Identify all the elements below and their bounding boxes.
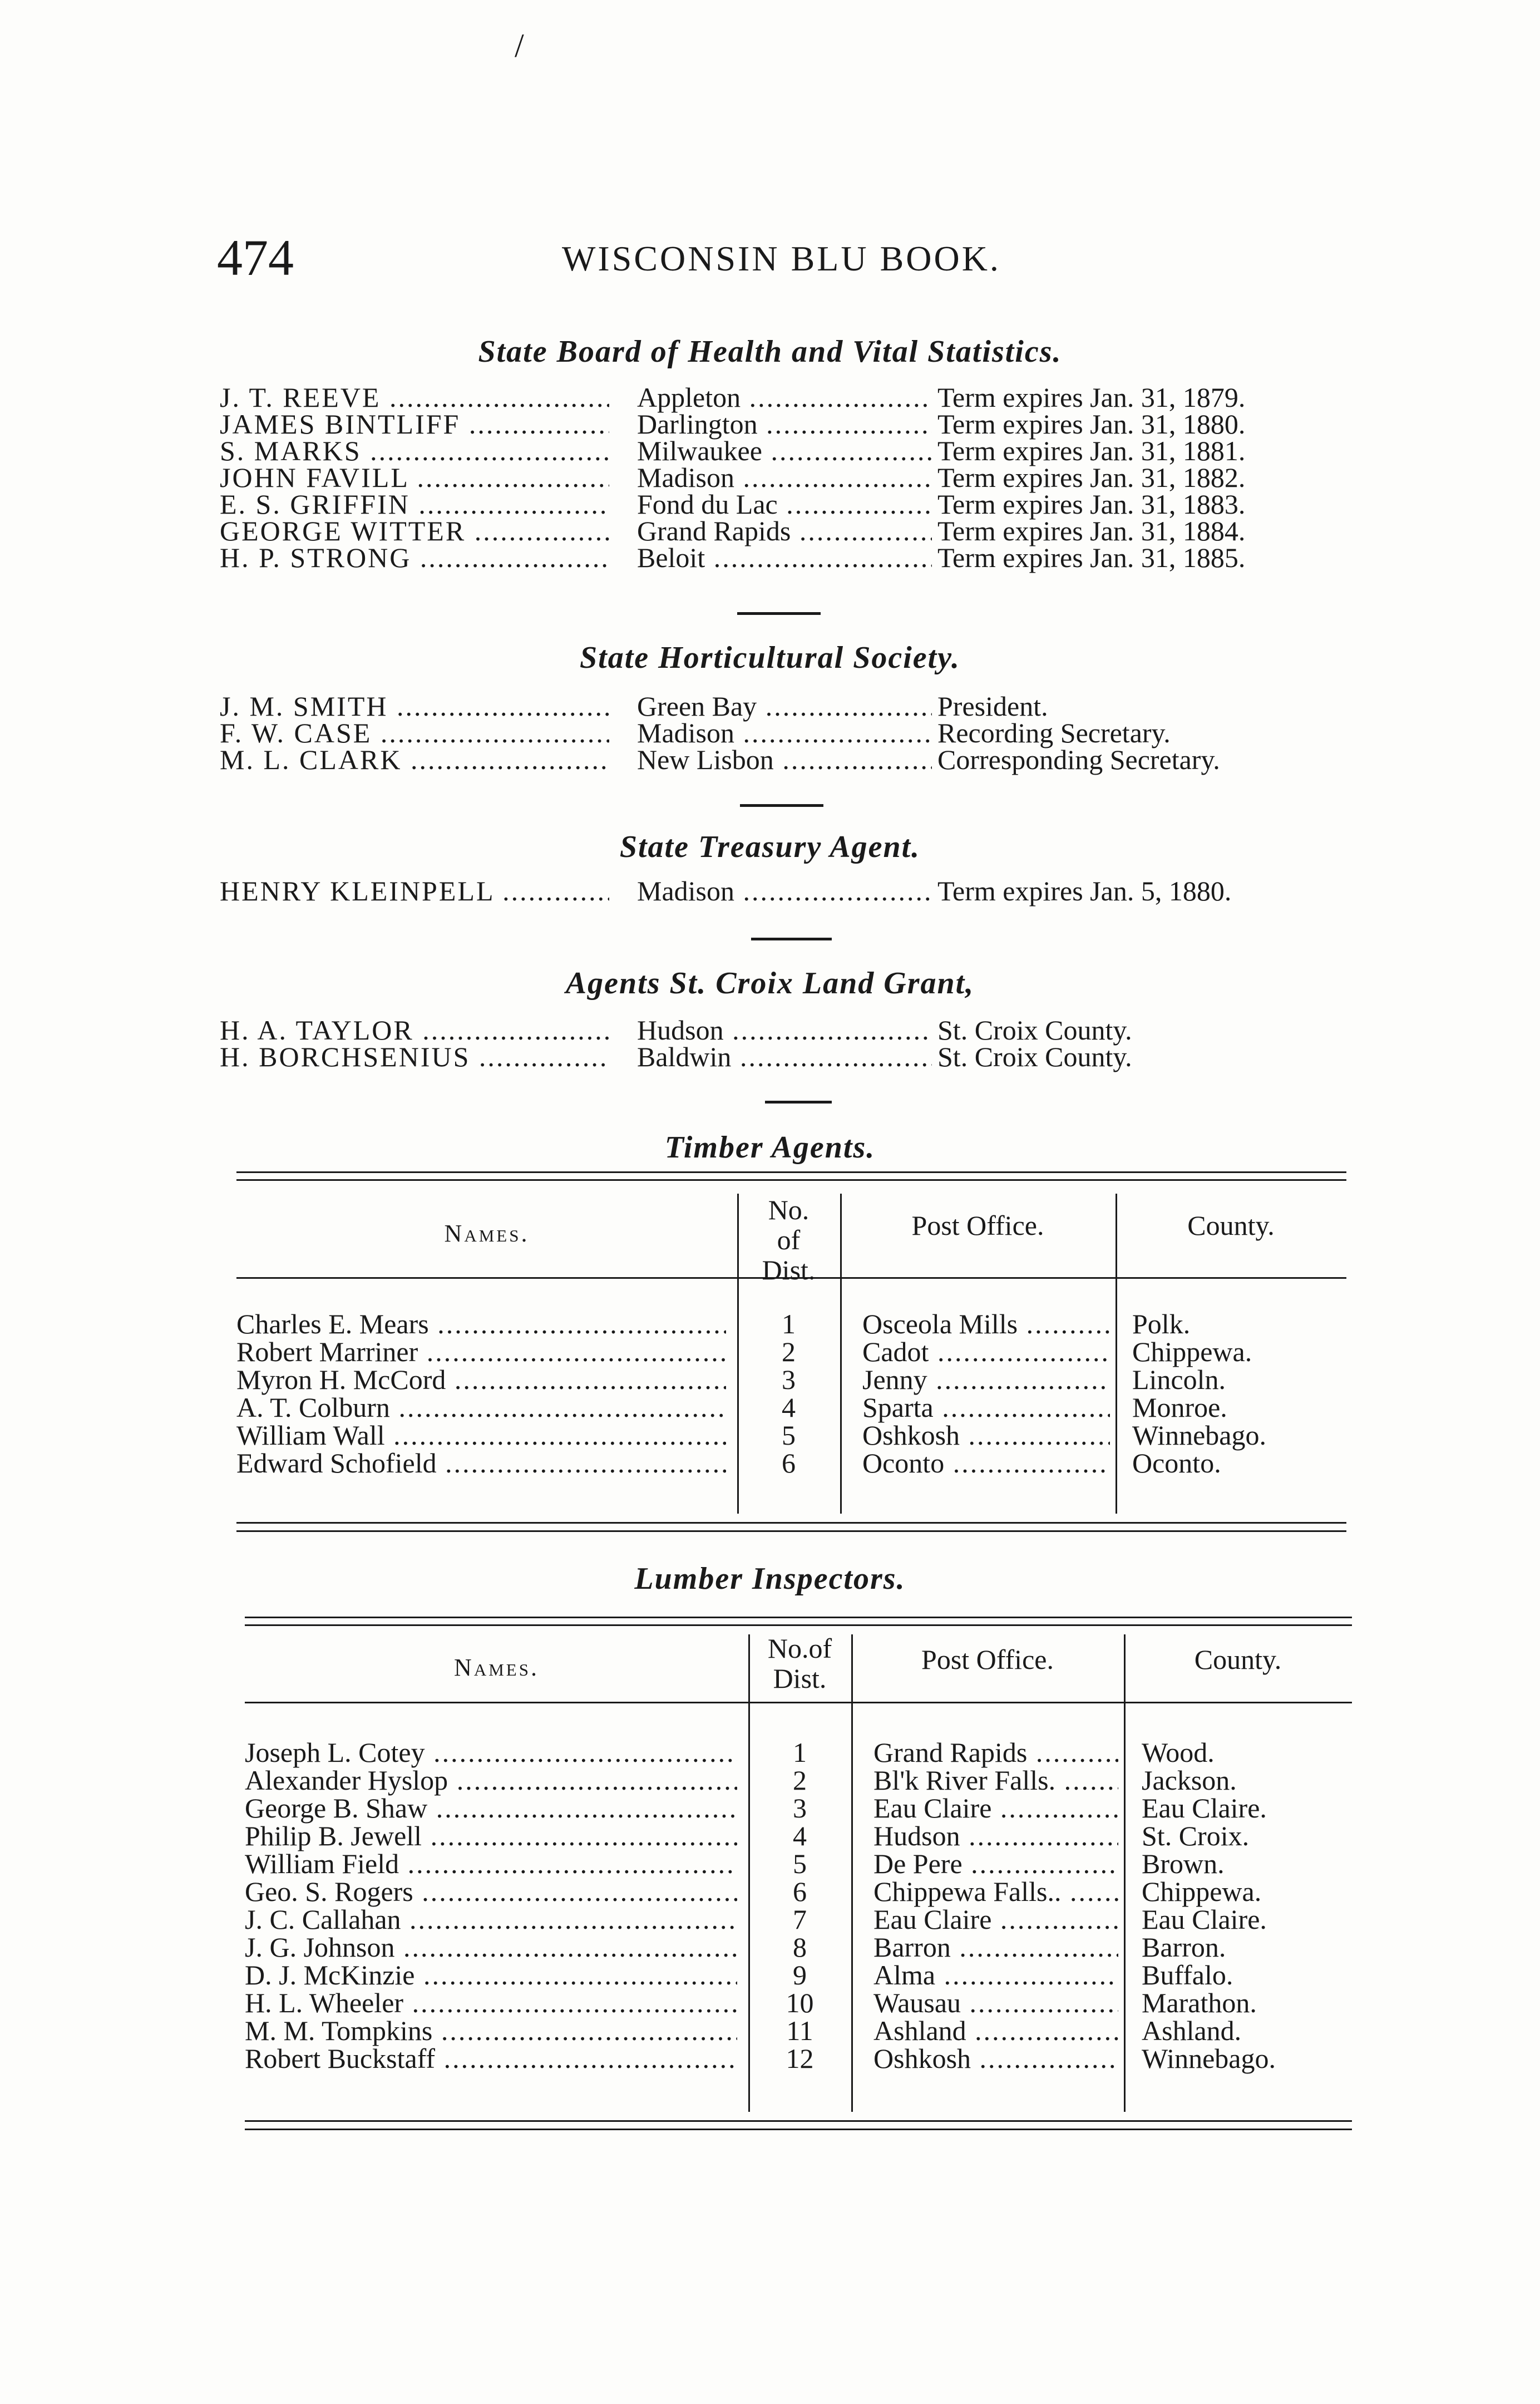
roster-row bbox=[220, 541, 1332, 573]
district-number: 5 bbox=[793, 1848, 807, 1879]
member-place: Fond du Lac ..... bbox=[637, 488, 932, 520]
section-title-health-board: State Board of Health and Vital Statistics. bbox=[478, 334, 1062, 369]
inspector-name: D. J. McKinzie ..... bbox=[245, 1959, 737, 1991]
post-office: Ashland ..... bbox=[873, 2014, 1118, 2047]
roster-row bbox=[220, 461, 1332, 493]
inspector-name: George B. Shaw ..... bbox=[245, 1792, 737, 1824]
table-rule bbox=[236, 1179, 1346, 1181]
county: Wood. bbox=[1142, 1737, 1215, 1768]
district-number: 8 bbox=[793, 1932, 807, 1963]
roster-row bbox=[220, 717, 1332, 748]
table-row bbox=[245, 1987, 1352, 2018]
member-place: Madison ..... bbox=[637, 461, 932, 494]
inspector-name: Geo. S. Rogers ..... bbox=[245, 1875, 737, 1908]
member-name: H. BORCHSENIUS ..... bbox=[220, 1041, 609, 1073]
county: Chippewa. bbox=[1132, 1336, 1252, 1367]
district-number: 1 bbox=[793, 1737, 807, 1768]
lumber-inspectors-table bbox=[245, 1617, 1352, 2137]
column-header-county: County. bbox=[1194, 1644, 1282, 1675]
column-header-names: Names. bbox=[444, 1220, 530, 1247]
county: Eau Claire. bbox=[1142, 1792, 1267, 1824]
table-row bbox=[245, 2014, 1352, 2046]
member-place: Beloit ..... bbox=[637, 541, 932, 574]
roster-row bbox=[220, 381, 1332, 413]
table-rule bbox=[245, 1624, 1352, 1626]
table-row bbox=[236, 1391, 1346, 1423]
member-place: Baldwin ..... bbox=[637, 1041, 932, 1073]
roster-row bbox=[220, 690, 1332, 722]
inspector-name: Joseph L. Cotey ..... bbox=[245, 1736, 737, 1768]
district-number: 10 bbox=[786, 1987, 814, 2018]
post-office: Eau Claire ..... bbox=[873, 1792, 1118, 1824]
post-office: Chippewa Falls.. ..... bbox=[873, 1875, 1118, 1908]
table-rule bbox=[236, 1171, 1346, 1173]
timber-agents-table bbox=[236, 1171, 1346, 1539]
county: Brown. bbox=[1142, 1848, 1225, 1879]
member-place: Appleton ..... bbox=[637, 381, 932, 413]
member-name: JAMES BINTLIFF ..... bbox=[220, 408, 609, 440]
post-office: Sparta ..... bbox=[862, 1391, 1110, 1423]
table-row bbox=[236, 1363, 1346, 1395]
agent-name: Charles E. Mears ..... bbox=[236, 1308, 726, 1340]
district-number: 5 bbox=[782, 1420, 796, 1451]
county: Chippewa. bbox=[1142, 1876, 1262, 1907]
county: St. Croix. bbox=[1142, 1820, 1250, 1851]
county: Ashland. bbox=[1142, 2015, 1242, 2046]
post-office: Cadot ..... bbox=[862, 1336, 1110, 1368]
member-term: Term expires Jan. 31, 1881. bbox=[937, 435, 1246, 466]
inspector-name: J. C. Callahan ..... bbox=[245, 1903, 737, 1935]
inspector-name: Philip B. Jewell ..... bbox=[245, 1820, 737, 1852]
agent-name: A. T. Colburn ..... bbox=[236, 1391, 726, 1423]
post-office: Barron ..... bbox=[873, 1931, 1118, 1963]
district-number: 12 bbox=[786, 2043, 814, 2074]
member-term: Term expires Jan. 5, 1880. bbox=[937, 875, 1232, 907]
member-term: Term expires Jan. 31, 1884. bbox=[937, 515, 1246, 546]
member-county: St. Croix County. bbox=[937, 1041, 1132, 1072]
table-row bbox=[245, 2042, 1352, 2074]
st-croix-roster bbox=[220, 1014, 1332, 1072]
roster-row bbox=[220, 435, 1332, 466]
table-row bbox=[245, 1848, 1352, 1879]
column-header-dist: No. of Dist. bbox=[762, 1194, 816, 1285]
district-number: 7 bbox=[793, 1904, 807, 1935]
county: Marathon. bbox=[1142, 1987, 1257, 2018]
member-name: F. W. CASE ..... bbox=[220, 717, 609, 749]
county: Winnebago. bbox=[1132, 1420, 1266, 1451]
member-role: Corresponding Secretary. bbox=[937, 744, 1220, 775]
section-title-treasury-agent: State Treasury Agent. bbox=[619, 830, 921, 864]
table-row bbox=[245, 1959, 1352, 1991]
table-rule bbox=[236, 1522, 1346, 1524]
table-row bbox=[245, 1764, 1352, 1796]
inspector-name: M. M. Tompkins ..... bbox=[245, 2014, 737, 2047]
table-row bbox=[245, 1931, 1352, 1963]
county: Monroe. bbox=[1132, 1392, 1227, 1423]
page-number: 474 bbox=[217, 229, 294, 286]
member-role: Recording Secretary. bbox=[937, 717, 1171, 748]
district-number: 1 bbox=[782, 1308, 796, 1339]
district-number: 11 bbox=[786, 2015, 813, 2046]
agent-name: Edward Schofield ..... bbox=[236, 1447, 726, 1479]
inspector-name: William Field ..... bbox=[245, 1848, 737, 1880]
post-office: Oshkosh ..... bbox=[873, 2042, 1118, 2075]
column-header-post-office: Post Office. bbox=[921, 1644, 1054, 1675]
treasury-agent-roster bbox=[220, 875, 1332, 907]
table-row bbox=[236, 1336, 1346, 1367]
page-header bbox=[217, 228, 1330, 284]
member-place: New Lisbon ..... bbox=[637, 743, 932, 776]
post-office: Bl'k River Falls. ..... bbox=[873, 1764, 1118, 1796]
post-office: Oconto ..... bbox=[862, 1447, 1110, 1479]
section-title-horticultural: State Horticultural Society. bbox=[580, 641, 960, 675]
section-divider bbox=[740, 804, 823, 807]
table-row bbox=[245, 1875, 1352, 1907]
post-office: Wausau ..... bbox=[873, 1987, 1118, 2019]
inspector-name: H. L. Wheeler ..... bbox=[245, 1987, 737, 2019]
member-place: Grand Rapids ..... bbox=[637, 515, 932, 547]
roster-row bbox=[220, 515, 1332, 546]
table-row bbox=[236, 1419, 1346, 1451]
member-county: St. Croix County. bbox=[937, 1014, 1132, 1046]
agent-name: Myron H. McCord ..... bbox=[236, 1363, 726, 1396]
health-board-roster bbox=[220, 381, 1332, 573]
district-number: 3 bbox=[782, 1364, 796, 1395]
county: Barron. bbox=[1142, 1932, 1226, 1963]
section-divider bbox=[751, 938, 832, 940]
member-place: Darlington ..... bbox=[637, 408, 932, 440]
county: Buffalo. bbox=[1142, 1959, 1233, 1991]
member-name: GEORGE WITTER ..... bbox=[220, 515, 609, 547]
county: Oconto. bbox=[1132, 1447, 1221, 1479]
county: Polk. bbox=[1132, 1308, 1191, 1339]
district-number: 2 bbox=[782, 1336, 796, 1367]
table-row bbox=[236, 1308, 1346, 1339]
county: Winnebago. bbox=[1142, 2043, 1276, 2074]
table-rule bbox=[245, 2120, 1352, 2122]
member-name: H. P. STRONG ..... bbox=[220, 541, 609, 574]
member-place: Hudson ..... bbox=[637, 1014, 932, 1046]
section-title-timber-agents: Timber Agents. bbox=[664, 1130, 876, 1165]
table-row bbox=[245, 1736, 1352, 1768]
post-office: Eau Claire ..... bbox=[873, 1903, 1118, 1935]
column-header-county: County. bbox=[1187, 1210, 1275, 1241]
member-place: Green Bay ..... bbox=[637, 690, 932, 722]
district-number: 4 bbox=[782, 1392, 796, 1423]
member-term: Term expires Jan. 31, 1883. bbox=[937, 489, 1246, 520]
table-rule bbox=[245, 1702, 1352, 1703]
member-term: Term expires Jan. 31, 1880. bbox=[937, 408, 1246, 440]
member-name: H. A. TAYLOR ..... bbox=[220, 1014, 609, 1046]
stray-mark: / bbox=[515, 27, 524, 64]
member-name: M. L. CLARK ..... bbox=[220, 743, 609, 776]
district-number: 9 bbox=[793, 1959, 807, 1991]
post-office: Hudson ..... bbox=[873, 1820, 1118, 1852]
member-term: Term expires Jan. 31, 1879. bbox=[937, 382, 1246, 413]
member-name: J. T. REEVE ..... bbox=[220, 381, 609, 413]
member-place: Milwaukee ..... bbox=[637, 435, 932, 467]
district-number: 4 bbox=[793, 1820, 807, 1851]
member-name: E. S. GRIFFIN ..... bbox=[220, 488, 609, 520]
member-role: President. bbox=[937, 691, 1048, 722]
member-name: J. M. SMITH ..... bbox=[220, 690, 609, 722]
column-header-names: Names. bbox=[454, 1654, 539, 1681]
inspector-name: Robert Buckstaff ..... bbox=[245, 2042, 737, 2075]
running-title: WISCONSIN BLU BOOK. bbox=[562, 239, 1001, 278]
member-name: JOHN FAVILL ..... bbox=[220, 461, 609, 494]
district-number: 3 bbox=[793, 1792, 807, 1824]
post-office: Grand Rapids ..... bbox=[873, 1736, 1118, 1768]
district-number: 6 bbox=[782, 1447, 796, 1479]
roster-row bbox=[220, 488, 1332, 520]
roster-row bbox=[220, 743, 1332, 775]
post-office: Osceola Mills ..... bbox=[862, 1308, 1110, 1340]
inspector-name: Alexander Hyslop ..... bbox=[245, 1764, 737, 1796]
table-rule bbox=[236, 1530, 1346, 1532]
roster-row bbox=[220, 1014, 1332, 1046]
table-row bbox=[245, 1903, 1352, 1935]
roster-row bbox=[220, 408, 1332, 440]
section-divider bbox=[765, 1101, 832, 1104]
table-row bbox=[245, 1792, 1352, 1824]
post-office: De Pere ..... bbox=[873, 1848, 1118, 1880]
table-rule bbox=[245, 1617, 1352, 1618]
post-office: Oshkosh ..... bbox=[862, 1419, 1110, 1451]
member-term: Term expires Jan. 31, 1885. bbox=[937, 542, 1246, 573]
post-office: Jenny ..... bbox=[862, 1363, 1110, 1396]
roster-row bbox=[220, 1041, 1332, 1072]
post-office: Alma ..... bbox=[873, 1959, 1118, 1991]
member-term: Term expires Jan. 31, 1882. bbox=[937, 462, 1246, 493]
member-place: Madison ..... bbox=[637, 717, 932, 749]
county: Eau Claire. bbox=[1142, 1904, 1267, 1935]
county: Jackson. bbox=[1142, 1765, 1237, 1796]
county: Lincoln. bbox=[1132, 1364, 1226, 1395]
member-place: Madison ..... bbox=[637, 875, 932, 907]
member-name: S. MARKS ..... bbox=[220, 435, 609, 467]
district-number: 2 bbox=[793, 1765, 807, 1796]
horticultural-roster bbox=[220, 690, 1332, 775]
district-number: 6 bbox=[793, 1876, 807, 1907]
agent-name: William Wall ..... bbox=[236, 1419, 726, 1451]
column-header-post-office: Post Office. bbox=[911, 1210, 1044, 1241]
section-divider bbox=[737, 612, 821, 615]
section-title-lumber-inspectors: Lumber Inspectors. bbox=[634, 1561, 906, 1596]
agent-name: Robert Marriner ..... bbox=[236, 1336, 726, 1368]
table-row bbox=[245, 1820, 1352, 1851]
table-rule bbox=[245, 2129, 1352, 2130]
roster-row bbox=[220, 875, 1332, 907]
section-title-st-croix: Agents St. Croix Land Grant, bbox=[565, 966, 975, 1001]
inspector-name: J. G. Johnson ..... bbox=[245, 1931, 737, 1963]
column-header-dist: No.of Dist. bbox=[767, 1633, 832, 1694]
member-name: HENRY KLEINPELL ..... bbox=[220, 875, 609, 907]
table-row bbox=[236, 1447, 1346, 1479]
